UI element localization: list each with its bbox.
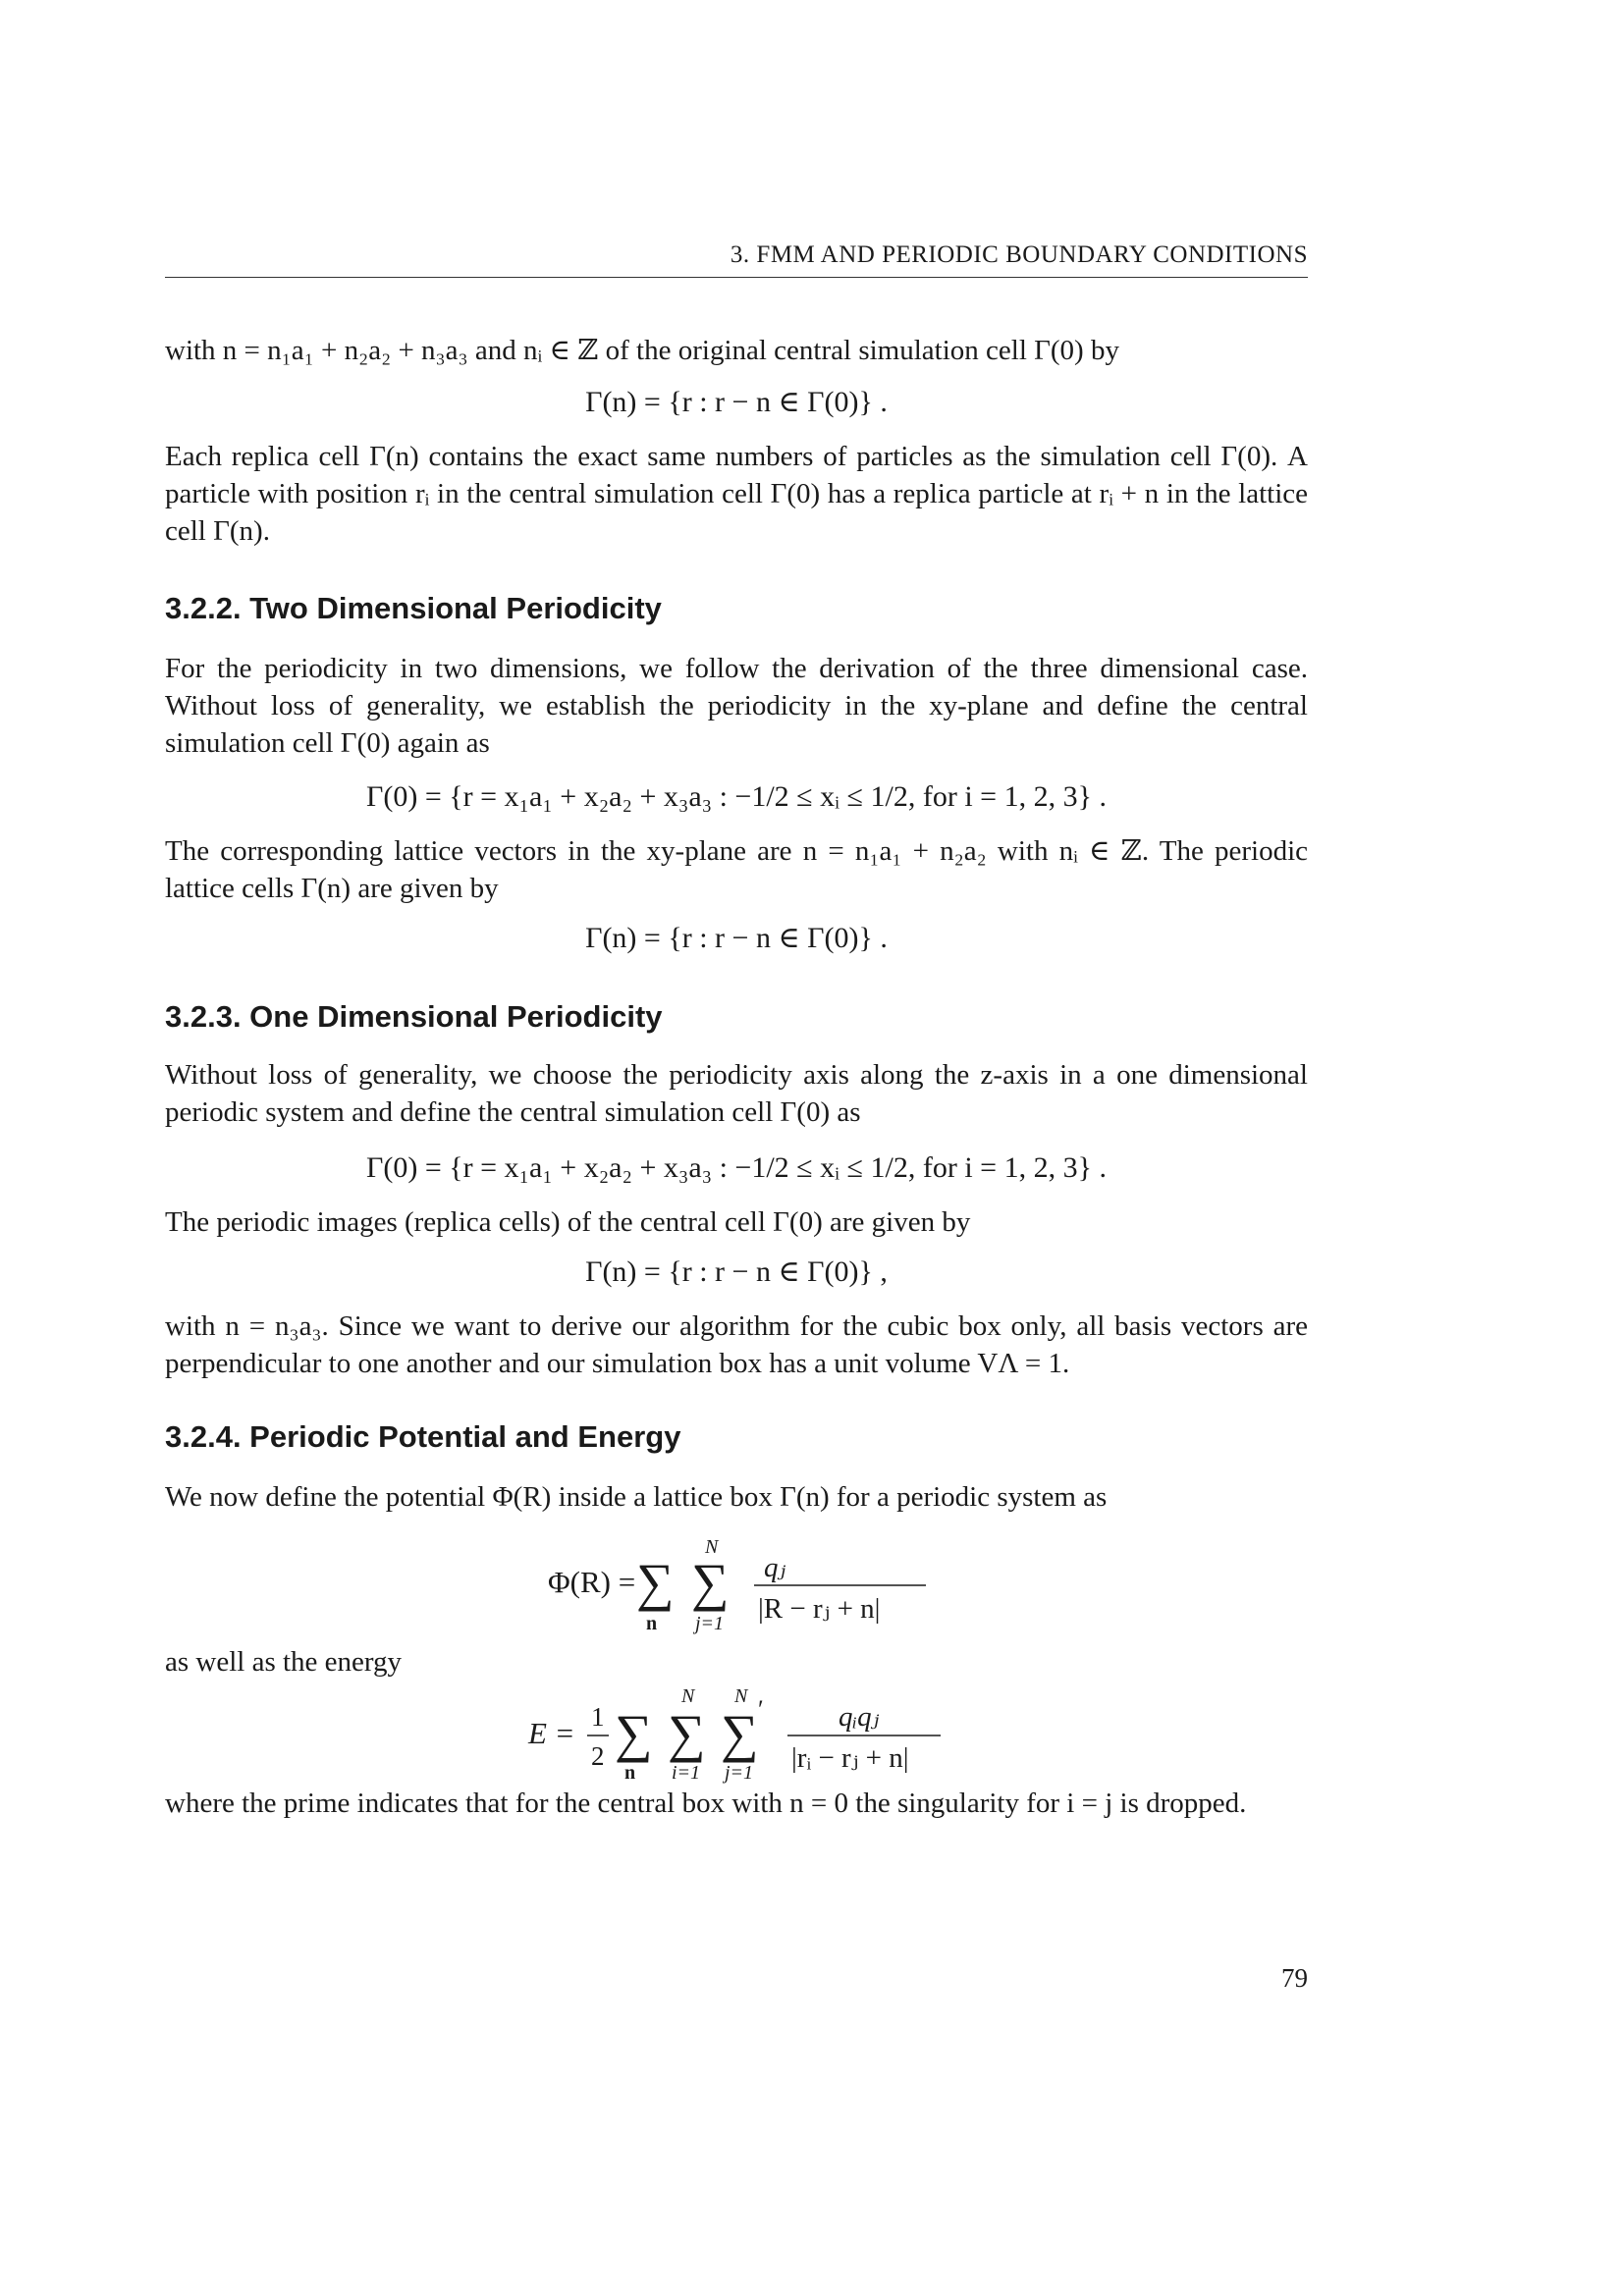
paragraph-text: Without loss of generality, we choose the periodicity axis along the z-axis in a one dimensional periodic system and define the central simulation cell Γ(0) as bbox=[165, 1059, 1308, 1128]
section-title: 3.2.4. Periodic Potential and Energy bbox=[165, 1419, 681, 1454]
equation-2d-cell: Γ(0) = {r = x₁a₁ + x₂a₂ + x₃a₃ : −1/2 ≤ xᵢ ≤ 1/2, for i = 1, 2, 3} . bbox=[366, 780, 1107, 813]
section-heading-3-2-3 bbox=[165, 997, 1308, 1037]
paragraph-replica bbox=[165, 438, 1308, 550]
paragraph-prime bbox=[165, 1785, 1308, 1822]
paragraph-2d-lattice bbox=[165, 832, 1308, 907]
paragraph-1d-images bbox=[165, 1203, 1308, 1241]
running-header: 3. FMM AND PERIODIC BOUNDARY CONDITIONS bbox=[730, 241, 1308, 268]
paragraph-text: The corresponding lattice vectors in the xy-plane are n = n₁a₁ + n₂a₂ with nᵢ ∈ ℤ. The periodic lattice cells Γ(n) are given by bbox=[165, 835, 1308, 904]
sum-i-upper: N bbox=[681, 1685, 695, 1707]
sum-j-lower: j=1 bbox=[695, 1613, 725, 1634]
paragraph-text: with n = n₁a₁ + n₂a₂ + n₃a₃ and nᵢ ∈ ℤ of the original central simulation cell Γ(0) by bbox=[165, 335, 1119, 366]
page-number: 79 bbox=[1281, 1963, 1308, 1993]
sum-j-upper: N bbox=[705, 1536, 719, 1558]
sum-symbol-n: ∑ bbox=[615, 1704, 653, 1763]
paragraph-potential bbox=[165, 1478, 1308, 1516]
paragraph-text: as well as the energy bbox=[165, 1646, 403, 1678]
sum-symbol-i: ∑ bbox=[668, 1704, 706, 1763]
sum-j-upper: N bbox=[734, 1685, 748, 1707]
paragraph-2d-intro bbox=[165, 650, 1308, 762]
equation-1d-images: Γ(n) = {r : r − n ∈ Γ(0)} , bbox=[585, 1255, 888, 1288]
potential-lhs: Φ(R) = bbox=[548, 1565, 636, 1599]
sum-n-lower: n bbox=[624, 1762, 636, 1784]
sum-n-lower: n bbox=[646, 1613, 658, 1634]
paragraph-text: where the prime indicates that for the central box with n = 0 the singularity for i = j is dropped. bbox=[165, 1788, 1247, 1819]
sum-symbol-j: ∑ bbox=[691, 1553, 730, 1612]
paragraph-intro bbox=[165, 332, 1308, 369]
paragraph-energy bbox=[165, 1643, 1308, 1681]
paragraph-1d-basis bbox=[165, 1308, 1308, 1382]
potential-denominator: |R − rⱼ + n| bbox=[758, 1593, 881, 1625]
paragraph-1d-intro bbox=[165, 1056, 1308, 1131]
equation-potential bbox=[165, 1531, 1308, 1639]
sum-symbol-n: ∑ bbox=[636, 1553, 675, 1612]
paragraph-text: We now define the potential Φ(R) inside a lattice box Γ(n) for a periodic system as bbox=[165, 1481, 1108, 1513]
section-title: 3.2.3. One Dimensional Periodicity bbox=[165, 999, 663, 1034]
equation-lattice-cell: Γ(n) = {r : r − n ∈ Γ(0)} . bbox=[585, 386, 888, 418]
section-heading-3-2-4 bbox=[165, 1417, 1308, 1457]
header-rule bbox=[165, 277, 1308, 278]
paragraph-text: For the periodicity in two dimensions, we follow the derivation of the three dimensional case. Without loss of generality, we establish the periodicity in the xy-plane and define the central simulation cell Γ(0) again as bbox=[165, 653, 1308, 759]
paragraph-text: Each replica cell Γ(n) contains the exact same numbers of particles as the simulation cell Γ(0). A particle with position rᵢ in the central simulation cell Γ(0) has a replica particle at rᵢ + n in the lattice cell Γ(n). bbox=[165, 441, 1308, 547]
prime-mark: ′ bbox=[758, 1695, 764, 1724]
energy-numerator: qᵢqⱼ bbox=[839, 1701, 880, 1733]
energy-denominator: |rᵢ − rⱼ + n| bbox=[791, 1742, 909, 1774]
section-heading-3-2-2 bbox=[165, 589, 1308, 628]
paragraph-text: with n = n₃a₃. Since we want to derive our algorithm for the cubic box only, all basis vectors are perpendicular to one another and our simulation box has a unit volume VΛ = 1. bbox=[165, 1310, 1308, 1379]
section-title: 3.2.2. Two Dimensional Periodicity bbox=[165, 591, 662, 625]
paragraph-text: The periodic images (replica cells) of the central cell Γ(0) are given by bbox=[165, 1206, 971, 1238]
equation-1d-cell: Γ(0) = {r = x₁a₁ + x₂a₂ + x₃a₃ : −1/2 ≤ xᵢ ≤ 1/2, for i = 1, 2, 3} . bbox=[366, 1151, 1107, 1184]
sum-i-lower: i=1 bbox=[672, 1762, 701, 1784]
potential-numerator: qⱼ bbox=[764, 1552, 786, 1583]
half-denominator: 2 bbox=[591, 1741, 605, 1771]
equation-2d-lattice-cells: Γ(n) = {r : r − n ∈ Γ(0)} . bbox=[585, 922, 888, 954]
sum-symbol-j-prime: ∑ bbox=[721, 1704, 759, 1763]
sum-j-lower: j=1 bbox=[725, 1762, 754, 1784]
equation-energy bbox=[165, 1679, 1308, 1787]
energy-lhs: E = bbox=[528, 1716, 575, 1750]
half-numerator: 1 bbox=[591, 1702, 605, 1732]
